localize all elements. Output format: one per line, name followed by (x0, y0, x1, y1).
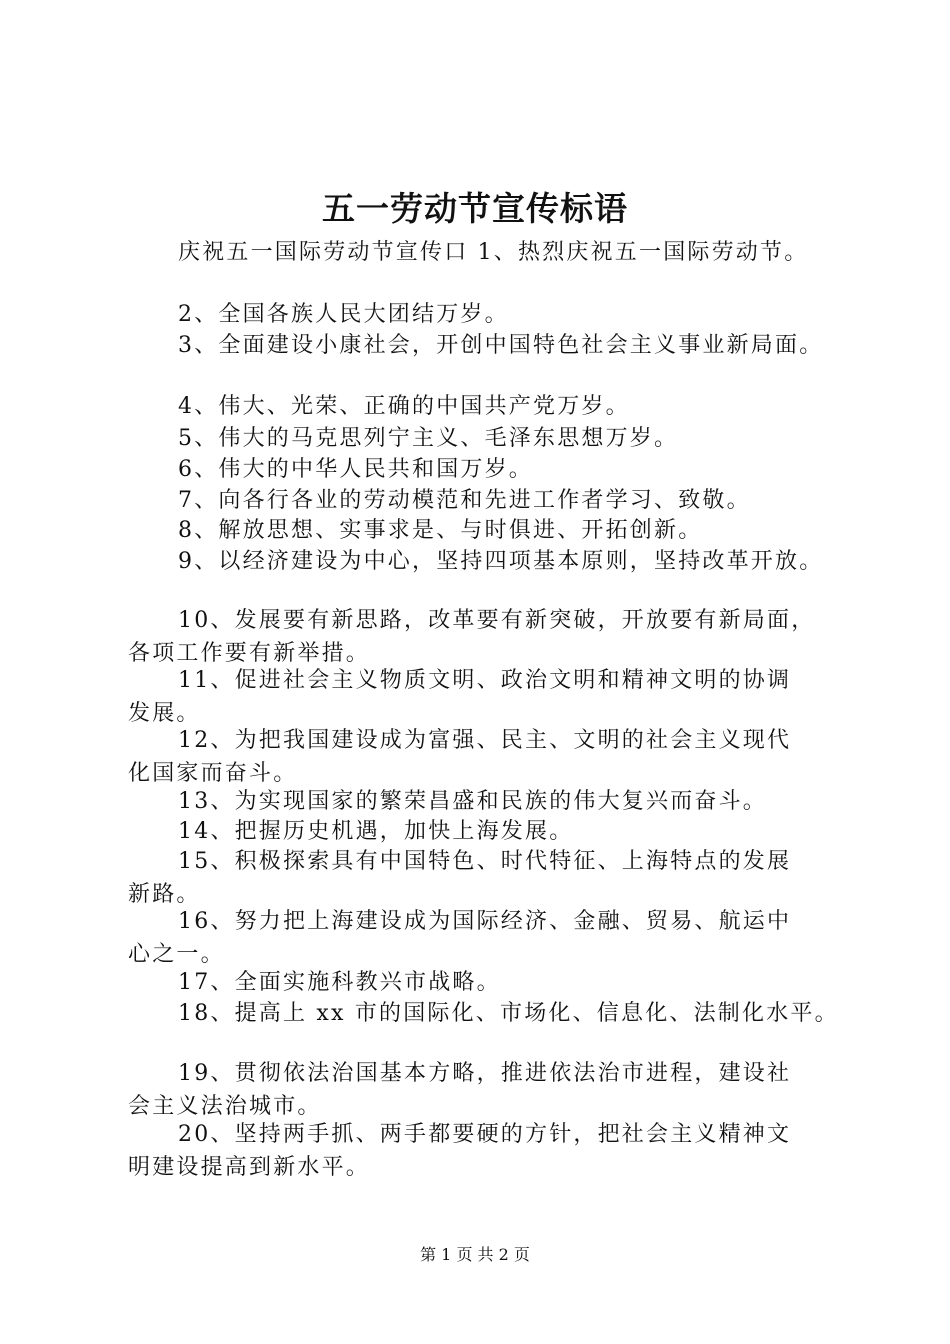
paragraph-line-continued: 会主义法治城市。 (128, 1094, 322, 1119)
paragraph-5 (178, 453, 898, 486)
paragraph-line: 7、向各行各业的劳动模范和先进工作者学习、致敬。 (178, 488, 751, 513)
paragraph-7 (178, 514, 898, 547)
paragraph-line: 18、提高上 xx 市的国际化、市场化、信息化、法制化水平。 (178, 1001, 839, 1026)
paragraph-line-continued: 各项工作要有新举措。 (128, 641, 371, 666)
paragraph-3 (178, 390, 898, 423)
paragraph-line: 20、坚持两手抓、两手都要硬的方针，把社会主义精神文 (178, 1122, 792, 1147)
paragraph-line-continued: 新路。 (128, 882, 201, 907)
paragraph-18 (128, 1057, 898, 1123)
paragraph-2 (178, 329, 898, 362)
paragraph-0 (178, 236, 898, 269)
paragraph-line: 3、全面建设小康社会，开创中国特色社会主义事业新局面。 (178, 333, 824, 358)
paragraph-10 (128, 664, 898, 730)
paragraph-line-continued: 化国家而奋斗。 (128, 761, 298, 786)
paragraph-line: 8、解放思想、实事求是、与时俱进、开拓创新。 (178, 518, 703, 543)
paragraph-4 (178, 422, 898, 455)
paragraph-line: 10、发展要有新思路，改革要有新突破，开放要有新局面， (178, 608, 816, 633)
document-title: 五一劳动节宣传标语 (322, 189, 628, 228)
paragraph-line: 庆祝五一国际劳动节宣传口 1、热烈庆祝五一国际劳动节。 (178, 240, 809, 265)
paragraph-8 (178, 545, 898, 578)
paragraph-12 (178, 785, 898, 818)
paragraph-15 (128, 905, 898, 971)
paragraph-line: 15、积极探索具有中国特色、时代特征、上海特点的发展 (178, 849, 792, 874)
paragraph-9 (128, 604, 898, 670)
paragraph-13 (178, 815, 898, 848)
paragraph-line-continued: 明建设提高到新水平。 (128, 1155, 371, 1180)
paragraph-line: 14、把握历史机遇，加快上海发展。 (178, 819, 574, 844)
paragraph-6 (178, 484, 898, 517)
paragraph-1 (178, 298, 898, 331)
paragraph-line: 9、以经济建设为中心，坚持四项基本原则，坚持改革开放。 (178, 549, 824, 574)
paragraph-11 (128, 724, 898, 790)
paragraph-line: 5、伟大的马克思列宁主义、毛泽东思想万岁。 (178, 426, 679, 451)
paragraph-line-continued: 心之一。 (128, 942, 225, 967)
paragraph-17 (178, 997, 898, 1030)
paragraph-line: 2、全国各族人民大团结万岁。 (178, 302, 509, 327)
paragraph-line: 11、促进社会主义物质文明、政治文明和精神文明的协调 (178, 668, 792, 693)
paragraph-14 (128, 845, 898, 911)
paragraph-16 (178, 966, 898, 999)
paragraph-line-continued: 发展。 (128, 701, 201, 726)
paragraph-line: 4、伟大、光荣、正确的中国共产党万岁。 (178, 394, 630, 419)
paragraph-line: 16、努力把上海建设成为国际经济、金融、贸易、航运中 (178, 909, 792, 934)
paragraph-line: 13、为实现国家的繁荣昌盛和民族的伟大复兴而奋斗。 (178, 789, 767, 814)
paragraph-19 (128, 1118, 898, 1184)
paragraph-line: 6、伟大的中华人民共和国万岁。 (178, 457, 533, 482)
paragraph-line: 12、为把我国建设成为富强、民主、文明的社会主义现代 (178, 728, 792, 753)
paragraph-line: 17、全面实施科教兴市战略。 (178, 970, 501, 995)
page-footer: 第 1 页 共 2 页 (420, 1245, 530, 1264)
paragraph-line: 19、贯彻依法治国基本方略，推进依法治市进程，建设社 (178, 1061, 792, 1086)
